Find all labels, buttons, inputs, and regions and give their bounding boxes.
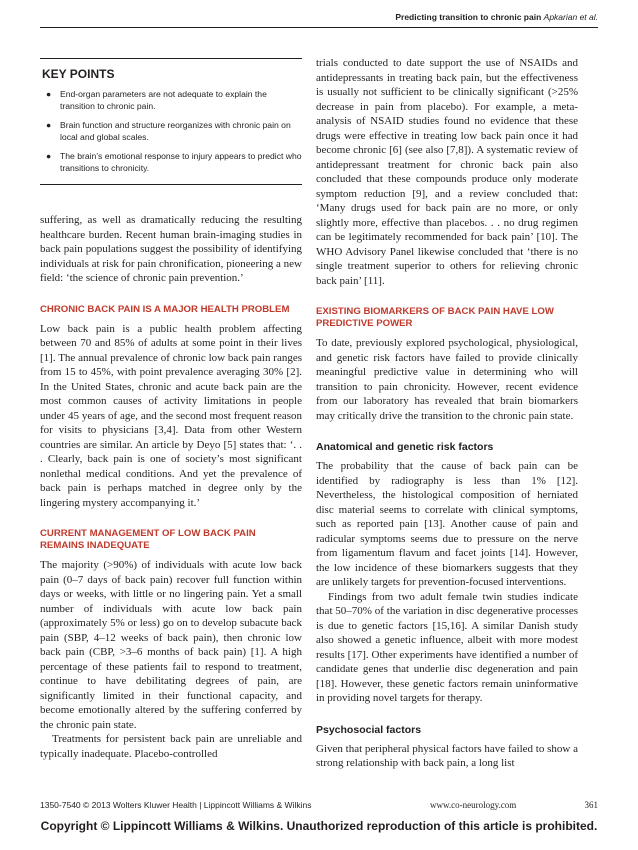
key-points-title: KEY POINTS bbox=[42, 67, 115, 81]
footer-url[interactable]: www.co-neurology.com bbox=[430, 800, 517, 810]
header-rule bbox=[40, 27, 598, 28]
paragraph-twin-studies: Findings from two adult female twin studies indicate that 50–70% of the variation in disc degenerative processes is due to genetic factors [15,16]. A similar Danish study also showed a genetic influence, albeit with more modest results [17]. Other experiments have identified a number of candidate genes that underlie disc degeneration and pain [18]. However, these genetic factors remain uninformative in providing novel targets for therapy. bbox=[316, 590, 578, 704]
paragraph-biomarkers: To date, previously explored psychological, physiological, and genetic risk factors have failed to provide clinically meaningful predictive value in determining who will transition to pain chronicity. However, recent evidence from our laboratory has revealed that brain biomarkers may critically drive the transition to the chronic pain state. bbox=[316, 337, 578, 422]
copyright-notice: Copyright © Lippincott Williams & Wilkins. Unauthorized reproduction of this article is prohibited. bbox=[40, 819, 598, 833]
subsection-heading-psychosocial: Psychosocial factors bbox=[316, 723, 422, 736]
running-head-authors: Apkarian et al. bbox=[543, 12, 598, 22]
paragraph-prevalence: Low back pain is a public health problem affecting between 70 and 85% of adults at some point in their lives [1]. The annual prevalence of chronic low back pain ranges from 15 to 45%, with point prevalence averaging 30% [2]. In the United States, chronic and acute back pain are the most common causes of activity limitations in people under 45 years of age, and the second most frequent reason for visits to physicians [3,4]. Data from other Western countries are similar. An article by Deyo [5] states that: ‘. . . Clearly, back pain is one of society’s most significant nonlethal medical conditions. And yet the prevalence of back pain is perhaps matched in degree only by the lingering mystery accompanying it.’ bbox=[40, 322, 302, 509]
bullet-icon: ● bbox=[46, 151, 52, 161]
paragraph-acute-to-chronic: The majority (>90%) of individuals with acute low back pain (0–7 days of back pain) recover full function within days or weeks, with little or no lingering pain. Yet a small number of individuals with acute low back pain (approximately 5% or less) go on to develop subacute back pain (SBP, 4–12 weeks of back pain), then chronic low back pain (CBP, >3–6 months of back pain) [1]. A high percentage of these patients fail to respond to treatment, continue to have debilitating degrees of pain, are significantly limited in their functional capacity, and become emotionally altered by the suffering conferred by the chronic pain state. bbox=[40, 559, 302, 731]
section-heading-chronic-back-pain: CHRONIC BACK PAIN IS A MAJOR HEALTH PROBLEM bbox=[40, 303, 290, 315]
paragraph-radiography: The probability that the cause of back pain can be identified by radiography is less than 1% [12]. Nevertheless, the histological composition of herniated disc material seems to correlate with clinical symptoms, such as reported pain [13]. Another cause of pain and radicular symptoms seems due to pressure on the nerve from ligamentum flavum and facet joints [14]. However, the low incidence of these biomarkers suggests that they are unlikely targets for prevention-focused interventions. bbox=[316, 460, 578, 588]
key-point-item bbox=[40, 120, 302, 143]
key-point-text: End-organ parameters are not adequate to explain the transition to chronic pain. bbox=[60, 89, 267, 111]
key-point-item bbox=[40, 151, 302, 174]
key-points-list bbox=[40, 89, 302, 174]
section-heading-current-management: CURRENT MANAGEMENT OF LOW BACK PAIN REMAINS INADEQUATE bbox=[40, 528, 256, 551]
key-points-box bbox=[40, 58, 302, 185]
subsection-heading-anatomical: Anatomical and genetic risk factors bbox=[316, 441, 494, 453]
running-head-title: Predicting transition to chronic pain bbox=[395, 12, 542, 22]
key-point-text: Brain function and structure reorganizes with chronic pain on local and global scales. bbox=[60, 120, 291, 142]
right-column bbox=[316, 56, 578, 771]
section-heading-biomarkers: EXISTING BIOMARKERS OF BACK PAIN HAVE LOW PREDICTIVE POWER bbox=[316, 306, 554, 329]
key-point-item bbox=[40, 89, 302, 112]
intro-paragraph: suffering, as well as dramatically reducing the resulting healthcare burden. Recent human brain-imaging studies in back pain populations suggest the possibility of identifying individuals at risk for pain chronification, pioneering a new field: ‘the science of chronic pain prevention.’ bbox=[40, 214, 302, 284]
bullet-icon: ● bbox=[46, 89, 52, 99]
paragraph-treatments: Treatments for persistent back pain are unreliable and typically inadequate. Placebo-controlled bbox=[40, 733, 302, 760]
running-head bbox=[395, 12, 598, 22]
page-number: 361 bbox=[584, 800, 598, 810]
paragraph-trials: trials conducted to date support the use of NSAIDs and antidepressants in treating back pain, but the effectiveness is usually not sufficient to be clinically significant (>25% decrease in pain from placebo). For example, a meta-analysis of NSAID studies found no evidence that these drugs were effective in treating low back pain once it had become chronic [6] (see also [7,8]). A systematic review of antidepressant treatment for chronic back pain also concluded that these compounds produce only moderate symptom reduction [9], and a review concluded that: ‘Many drugs used for back pain are no more, or only slightly more, effective than placebos. . . no drug regimen can be legitimately recommended for back pain’ [10]. The WHO Advisory Panel likewise concluded that ‘there is no single treatment superior to others for relieving chronic back pain’ [11]. bbox=[316, 57, 578, 287]
paragraph-psychosocial: Given that peripheral physical factors have failed to show a strong relationship with back pain, a long list bbox=[316, 742, 578, 769]
key-point-text: The brain’s emotional response to injury appears to predict who transitions to chronicity. bbox=[60, 151, 302, 173]
left-column bbox=[40, 48, 302, 761]
bullet-icon: ● bbox=[46, 120, 52, 130]
footer-issn: 1350-7540 © 2013 Wolters Kluwer Health | Lippincott Williams & Wilkins bbox=[40, 800, 312, 810]
